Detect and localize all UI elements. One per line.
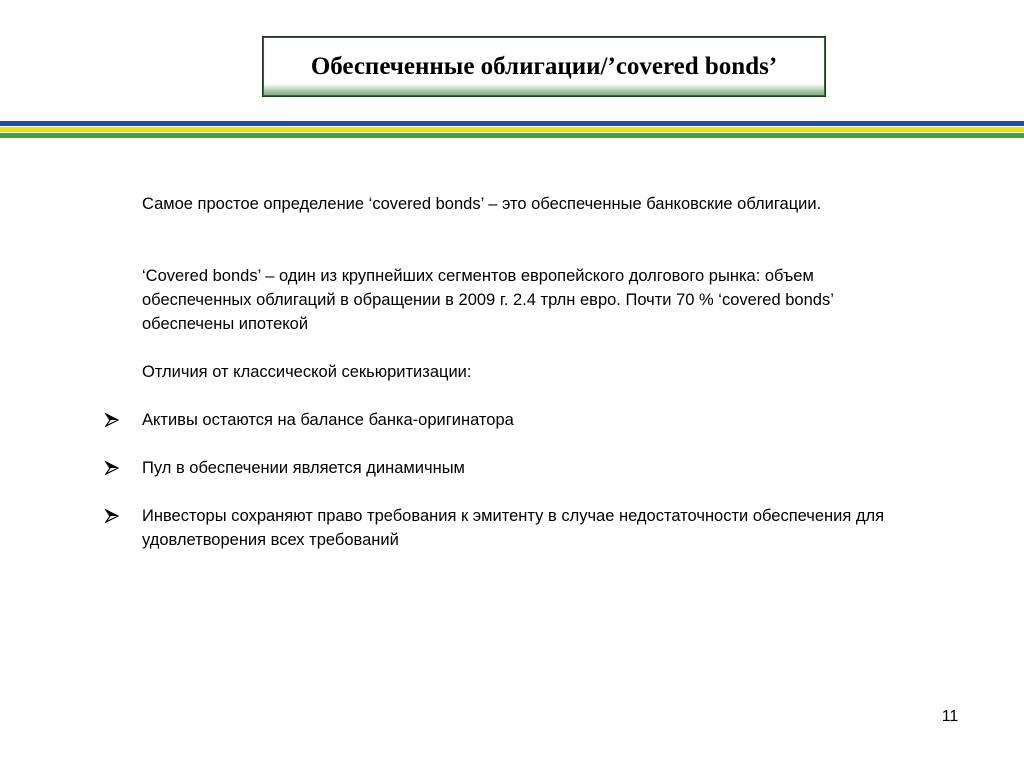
page-number: 11 (941, 708, 959, 725)
bullet-text: Активы остаются на балансе банка-оригинатора (142, 411, 514, 429)
arrow-bullet-icon (105, 408, 121, 432)
arrow-bullet-icon (105, 456, 121, 480)
bullet-text: Инвесторы сохраняют право требования к эмитенту в случае недостаточности обеспечения для удовлетворения всех требований (142, 507, 885, 549)
paragraph-market-size: ‘Covered bonds’ – один из крупнейших сегментов европейского долгового рынка: объем обеспеченных облигаций в обращении в 2009 г. 2.4 трлн евро. Почти 70 % ‘covered bonds’ обеспечены ипотекой (142, 267, 834, 333)
slide-title: Обеспеченные облигации/’covered bonds’ (310, 52, 778, 80)
bullet-text: Пул в обеспечении является динамичным (142, 459, 465, 477)
paragraph-definition: Самое простое определение ‘covered bonds’ – это обеспеченные банковские облигации. (142, 195, 822, 213)
paragraph-differences-heading: Отличия от классической секьюритизации: (142, 363, 472, 381)
arrow-bullet-icon (105, 504, 121, 528)
